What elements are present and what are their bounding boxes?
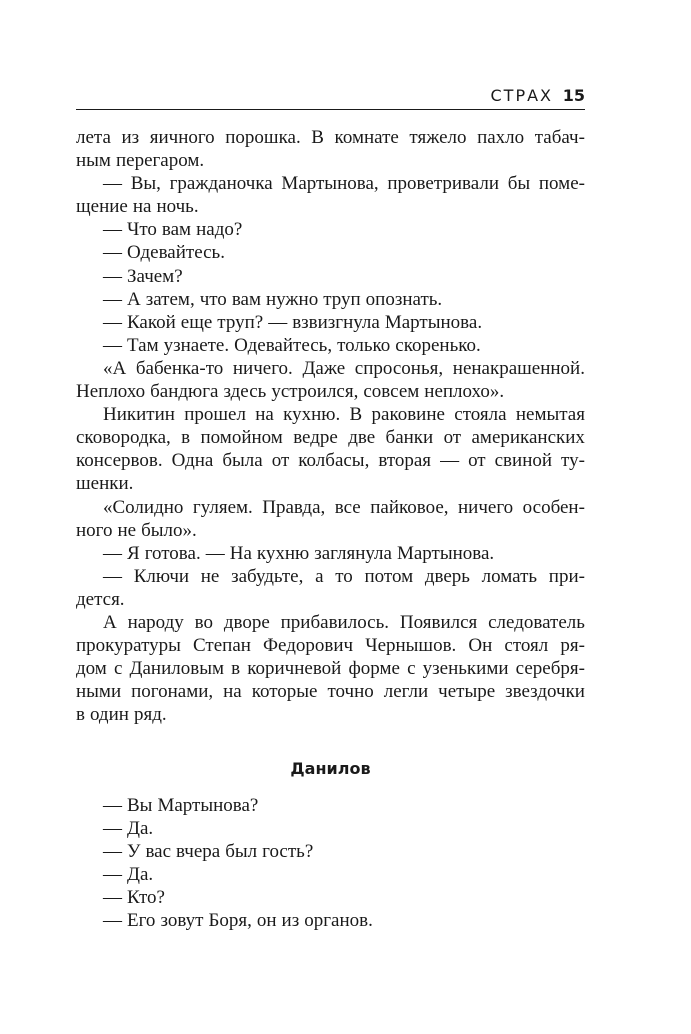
text-line: — Там узнаете. Одевайтесь, только скоренько. — [103, 334, 481, 356]
text-line: — Его зовут Боря, он из органов. — [103, 910, 373, 932]
text-line: — Я готова. — На кухню заглянула Мартынова. — [103, 542, 495, 564]
section-title: Данилов — [290, 759, 371, 778]
running-title: СТРАХ — [490, 86, 553, 105]
text-line: дом с Даниловым в коричневой форме с узенькими серебря- — [76, 658, 585, 680]
text-line: ными погонами, на которые точно легли четыре звездочки — [76, 681, 585, 703]
text-line: — А затем, что вам нужно труп опознать. — [103, 288, 443, 310]
body-text — [76, 126, 585, 726]
text-line: — Какой еще труп? — взвизгнула Мартынова. — [103, 311, 483, 333]
text-line: — Вы, гражданочка Мартынова, проветривали бы поме- — [103, 173, 585, 195]
text-line: — Вы Мартынова? — [103, 795, 259, 816]
dialogue-block — [76, 794, 585, 933]
text-line: щение на ночь. — [76, 196, 199, 218]
header-rule — [76, 109, 585, 110]
text-line: — У вас вчера был гость? — [103, 841, 314, 863]
text-line: — Кто? — [103, 887, 165, 909]
text-line: — Одевайтесь. — [103, 242, 225, 264]
text-line: шенки. — [76, 473, 134, 495]
text-line: — Зачем? — [103, 265, 183, 287]
text-line: — Ключи не забудьте, а то потом дверь ломать при- — [103, 565, 585, 587]
text-line: — Да. — [103, 818, 154, 840]
text-line: ным перегаром. — [76, 150, 205, 172]
text-line: дется. — [76, 588, 125, 610]
text-line: консервов. Одна была от колбасы, вторая — от свиной ту- — [76, 450, 585, 472]
page-header — [76, 85, 585, 107]
text-line: «Солидно гуляем. Правда, все пайковое, ничего особен- — [103, 496, 585, 518]
text-line: Неплохо бандюга здесь устроился, совсем неплохо». — [76, 381, 505, 403]
text-line: — Что вам надо? — [103, 219, 243, 241]
text-line: А народу во дворе прибавилось. Появился следователь — [103, 611, 585, 633]
text-line: ного не было». — [76, 519, 197, 541]
text-line: — Да. — [103, 864, 154, 886]
page-number: 15 — [562, 86, 585, 105]
text-line: в один ряд. — [76, 704, 167, 726]
text-line: сковородка, в помойном ведре две банки от американских — [76, 427, 585, 449]
text-line: «А бабенка-то ничего. Даже спросонья, ненакрашенной. — [103, 357, 585, 379]
text-line: лета из яичного порошка. В комнате тяжело пахло табач- — [76, 127, 585, 148]
text-line: прокуратуры Степан Федорович Чернышов. Он стоял ря- — [76, 635, 585, 657]
text-line: Никитин прошел на кухню. В раковине стояла немытая — [103, 404, 585, 426]
